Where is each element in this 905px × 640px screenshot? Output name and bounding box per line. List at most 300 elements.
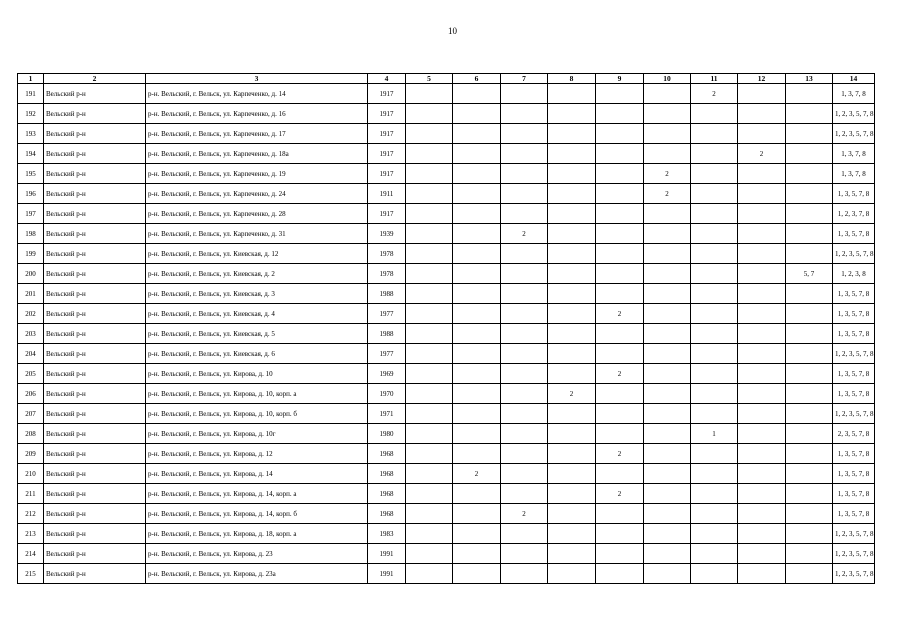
col-7-cell <box>501 404 548 424</box>
address-cell: р-н. Вельский, г. Вельск, ул. Киевская, д. 3 <box>146 284 368 304</box>
col-12-cell <box>738 204 786 224</box>
table-row <box>18 564 875 584</box>
col-5-cell <box>406 484 453 504</box>
col-8-cell <box>548 364 596 384</box>
table-row <box>18 344 875 364</box>
col-9-cell <box>596 284 644 304</box>
col-10-cell <box>644 404 691 424</box>
col-8-cell <box>548 184 596 204</box>
district-cell: Вельский р-н <box>44 104 146 124</box>
address-cell: р-н. Вельский, г. Вельск, ул. Карпеченко, д. 16 <box>146 104 368 124</box>
col-6-cell <box>453 244 501 264</box>
col-11-cell <box>691 224 738 244</box>
col-6-cell <box>453 504 501 524</box>
col-10-cell: 2 <box>644 164 691 184</box>
col-5-cell <box>406 404 453 424</box>
col-5-cell <box>406 324 453 344</box>
column-header-1: 1 <box>18 74 44 84</box>
col-11-cell <box>691 504 738 524</box>
col-14-cell: 1, 3, 7, 8 <box>833 144 875 164</box>
table-row <box>18 464 875 484</box>
row-number: 209 <box>18 444 44 464</box>
col-7-cell <box>501 184 548 204</box>
col-14-cell: 1, 3, 5, 7, 8 <box>833 464 875 484</box>
address-cell: р-н. Вельский, г. Вельск, ул. Киевская, д. 12 <box>146 244 368 264</box>
district-cell: Вельский р-н <box>44 484 146 504</box>
col-6-cell <box>453 304 501 324</box>
col-9-cell <box>596 344 644 364</box>
col-6-cell <box>453 164 501 184</box>
col-8-cell <box>548 564 596 584</box>
col-9-cell <box>596 504 644 524</box>
table-row <box>18 384 875 404</box>
col-14-cell: 1, 3, 7, 8 <box>833 84 875 104</box>
col-5-cell <box>406 284 453 304</box>
col-8-cell <box>548 544 596 564</box>
address-cell: р-н. Вельский, г. Вельск, ул. Карпеченко, д. 18а <box>146 144 368 164</box>
col-10-cell <box>644 364 691 384</box>
col-7-cell <box>501 424 548 444</box>
address-cell: р-н. Вельский, г. Вельск, ул. Кирова, д. 23 <box>146 544 368 564</box>
address-cell: р-н. Вельский, г. Вельск, ул. Кирова, д. 10, корп. а <box>146 384 368 404</box>
col-13-cell <box>786 544 833 564</box>
col-14-cell: 1, 2, 3, 8 <box>833 264 875 284</box>
col-7-cell <box>501 304 548 324</box>
col-11-cell <box>691 304 738 324</box>
col-14-cell: 1, 2, 3, 5, 7, 8 <box>833 344 875 364</box>
district-cell: Вельский р-н <box>44 524 146 544</box>
col-12-cell <box>738 384 786 404</box>
col-6-cell <box>453 424 501 444</box>
col-13-cell <box>786 104 833 124</box>
col-5-cell <box>406 524 453 544</box>
address-cell: р-н. Вельский, г. Вельск, ул. Кирова, д. 23а <box>146 564 368 584</box>
col-13-cell <box>786 444 833 464</box>
col-14-cell: 1, 3, 5, 7, 8 <box>833 504 875 524</box>
column-header-14: 14 <box>833 74 875 84</box>
col-10-cell <box>644 104 691 124</box>
col-8-cell <box>548 424 596 444</box>
col-7-cell <box>501 244 548 264</box>
col-11-cell <box>691 364 738 384</box>
row-number: 204 <box>18 344 44 364</box>
col-12-cell <box>738 424 786 444</box>
col-8-cell <box>548 204 596 224</box>
col-5-cell <box>406 104 453 124</box>
col-13-cell <box>786 304 833 324</box>
col-6-cell <box>453 524 501 544</box>
col-13-cell <box>786 344 833 364</box>
col-12-cell <box>738 484 786 504</box>
address-cell: р-н. Вельский, г. Вельск, ул. Карпеченко, д. 19 <box>146 164 368 184</box>
col-5-cell <box>406 464 453 484</box>
col-7-cell: 2 <box>501 504 548 524</box>
col-13-cell <box>786 164 833 184</box>
col-13-cell <box>786 404 833 424</box>
col-7-cell <box>501 124 548 144</box>
col-12-cell <box>738 324 786 344</box>
col-14-cell: 1, 2, 3, 5, 7, 8 <box>833 104 875 124</box>
year-cell: 1983 <box>368 524 406 544</box>
year-cell: 1978 <box>368 264 406 284</box>
row-number: 214 <box>18 544 44 564</box>
col-5-cell <box>406 304 453 324</box>
column-header-6: 6 <box>453 74 501 84</box>
table-row <box>18 84 875 104</box>
col-10-cell <box>644 464 691 484</box>
col-9-cell <box>596 164 644 184</box>
col-7-cell <box>501 484 548 504</box>
address-cell: р-н. Вельский, г. Вельск, ул. Кирова, д. 10, корп. б <box>146 404 368 424</box>
col-5-cell <box>406 444 453 464</box>
col-12-cell <box>738 364 786 384</box>
col-8-cell <box>548 524 596 544</box>
col-9-cell <box>596 544 644 564</box>
col-6-cell <box>453 84 501 104</box>
col-11-cell <box>691 324 738 344</box>
col-9-cell <box>596 124 644 144</box>
table-row <box>18 204 875 224</box>
col-10-cell <box>644 504 691 524</box>
register-table <box>17 73 875 584</box>
col-8-cell <box>548 84 596 104</box>
table-row <box>18 224 875 244</box>
col-10-cell <box>644 384 691 404</box>
col-10-cell <box>644 84 691 104</box>
district-cell: Вельский р-н <box>44 124 146 144</box>
col-8-cell <box>548 244 596 264</box>
col-13-cell <box>786 484 833 504</box>
col-8-cell <box>548 104 596 124</box>
col-6-cell <box>453 444 501 464</box>
year-cell: 1939 <box>368 224 406 244</box>
row-number: 198 <box>18 224 44 244</box>
row-number: 197 <box>18 204 44 224</box>
district-cell: Вельский р-н <box>44 284 146 304</box>
row-number: 210 <box>18 464 44 484</box>
col-12-cell <box>738 304 786 324</box>
col-14-cell: 1, 3, 5, 7, 8 <box>833 324 875 344</box>
col-13-cell <box>786 364 833 384</box>
col-11-cell <box>691 544 738 564</box>
col-8-cell <box>548 444 596 464</box>
year-cell: 1971 <box>368 404 406 424</box>
col-11-cell <box>691 484 738 504</box>
col-5-cell <box>406 244 453 264</box>
district-cell: Вельский р-н <box>44 404 146 424</box>
district-cell: Вельский р-н <box>44 364 146 384</box>
col-9-cell <box>596 104 644 124</box>
col-12-cell <box>738 404 786 424</box>
district-cell: Вельский р-н <box>44 224 146 244</box>
col-13-cell <box>786 144 833 164</box>
row-number: 194 <box>18 144 44 164</box>
col-11-cell: 2 <box>691 84 738 104</box>
col-14-cell: 1, 2, 3, 5, 7, 8 <box>833 404 875 424</box>
col-5-cell <box>406 424 453 444</box>
year-cell: 1911 <box>368 184 406 204</box>
col-11-cell <box>691 164 738 184</box>
year-cell: 1917 <box>368 104 406 124</box>
table-row <box>18 364 875 384</box>
table-row <box>18 324 875 344</box>
col-12-cell <box>738 124 786 144</box>
col-10-cell: 2 <box>644 184 691 204</box>
table-row <box>18 404 875 424</box>
col-13-cell <box>786 464 833 484</box>
row-number: 201 <box>18 284 44 304</box>
col-9-cell <box>596 564 644 584</box>
col-11-cell <box>691 564 738 584</box>
col-11-cell <box>691 524 738 544</box>
col-12-cell <box>738 164 786 184</box>
address-cell: р-н. Вельский, г. Вельск, ул. Кирова, д. 14, корп. б <box>146 504 368 524</box>
col-9-cell <box>596 244 644 264</box>
table-row <box>18 164 875 184</box>
year-cell: 1917 <box>368 204 406 224</box>
col-7-cell <box>501 204 548 224</box>
col-7-cell <box>501 284 548 304</box>
col-12-cell <box>738 184 786 204</box>
district-cell: Вельский р-н <box>44 84 146 104</box>
col-9-cell <box>596 204 644 224</box>
address-cell: р-н. Вельский, г. Вельск, ул. Кирова, д. 14 <box>146 464 368 484</box>
table-row <box>18 184 875 204</box>
col-8-cell <box>548 464 596 484</box>
col-7-cell <box>501 444 548 464</box>
col-6-cell: 2 <box>453 464 501 484</box>
col-6-cell <box>453 284 501 304</box>
col-7-cell: 2 <box>501 224 548 244</box>
col-10-cell <box>644 264 691 284</box>
col-8-cell <box>548 484 596 504</box>
col-8-cell <box>548 224 596 244</box>
row-number: 212 <box>18 504 44 524</box>
column-header-4: 4 <box>368 74 406 84</box>
year-cell: 1917 <box>368 144 406 164</box>
col-12-cell <box>738 504 786 524</box>
district-cell: Вельский р-н <box>44 304 146 324</box>
table-row <box>18 284 875 304</box>
col-12-cell <box>738 84 786 104</box>
col-5-cell <box>406 264 453 284</box>
row-number: 213 <box>18 524 44 544</box>
col-5-cell <box>406 364 453 384</box>
col-9-cell <box>596 264 644 284</box>
address-cell: р-н. Вельский, г. Вельск, ул. Киевская, д. 2 <box>146 264 368 284</box>
col-9-cell <box>596 324 644 344</box>
address-cell: р-н. Вельский, г. Вельск, ул. Карпеченко, д. 24 <box>146 184 368 204</box>
year-cell: 1917 <box>368 124 406 144</box>
year-cell: 1980 <box>368 424 406 444</box>
col-13-cell: 5, 7 <box>786 264 833 284</box>
col-8-cell <box>548 144 596 164</box>
column-header-10: 10 <box>644 74 691 84</box>
address-cell: р-н. Вельский, г. Вельск, ул. Карпеченко, д. 14 <box>146 84 368 104</box>
col-14-cell: 1, 3, 5, 7, 8 <box>833 284 875 304</box>
col-14-cell: 1, 2, 3, 5, 7, 8 <box>833 564 875 584</box>
district-cell: Вельский р-н <box>44 144 146 164</box>
col-10-cell <box>644 244 691 264</box>
col-10-cell <box>644 524 691 544</box>
col-12-cell <box>738 284 786 304</box>
address-cell: р-н. Вельский, г. Вельск, ул. Кирова, д. 18, корп. а <box>146 524 368 544</box>
col-12-cell: 2 <box>738 144 786 164</box>
row-number: 207 <box>18 404 44 424</box>
col-12-cell <box>738 344 786 364</box>
row-number: 199 <box>18 244 44 264</box>
col-12-cell <box>738 264 786 284</box>
col-5-cell <box>406 84 453 104</box>
column-header-2: 2 <box>44 74 146 84</box>
col-10-cell <box>644 284 691 304</box>
year-cell: 1991 <box>368 564 406 584</box>
col-6-cell <box>453 364 501 384</box>
col-12-cell <box>738 444 786 464</box>
col-13-cell <box>786 84 833 104</box>
col-9-cell: 2 <box>596 304 644 324</box>
col-9-cell <box>596 84 644 104</box>
year-cell: 1968 <box>368 444 406 464</box>
col-12-cell <box>738 524 786 544</box>
col-14-cell: 1, 3, 5, 7, 8 <box>833 304 875 324</box>
year-cell: 1968 <box>368 464 406 484</box>
column-header-11: 11 <box>691 74 738 84</box>
col-5-cell <box>406 144 453 164</box>
address-cell: р-н. Вельский, г. Вельск, ул. Киевская, д. 6 <box>146 344 368 364</box>
col-7-cell <box>501 364 548 384</box>
col-13-cell <box>786 284 833 304</box>
year-cell: 1968 <box>368 504 406 524</box>
district-cell: Вельский р-н <box>44 244 146 264</box>
header-row <box>18 74 875 84</box>
col-7-cell <box>501 524 548 544</box>
year-cell: 1977 <box>368 304 406 324</box>
district-cell: Вельский р-н <box>44 204 146 224</box>
col-12-cell <box>738 564 786 584</box>
table-row <box>18 264 875 284</box>
address-cell: р-н. Вельский, г. Вельск, ул. Киевская, д. 4 <box>146 304 368 324</box>
column-header-12: 12 <box>738 74 786 84</box>
col-13-cell <box>786 184 833 204</box>
col-14-cell: 1, 3, 5, 7, 8 <box>833 384 875 404</box>
district-cell: Вельский р-н <box>44 184 146 204</box>
col-13-cell <box>786 324 833 344</box>
col-7-cell <box>501 144 548 164</box>
col-14-cell: 1, 3, 5, 7, 8 <box>833 184 875 204</box>
col-9-cell <box>596 464 644 484</box>
col-7-cell <box>501 264 548 284</box>
col-10-cell <box>644 224 691 244</box>
year-cell: 1969 <box>368 364 406 384</box>
col-9-cell <box>596 524 644 544</box>
row-number: 206 <box>18 384 44 404</box>
col-11-cell <box>691 204 738 224</box>
table-row <box>18 244 875 264</box>
col-14-cell: 1, 3, 5, 7, 8 <box>833 444 875 464</box>
col-7-cell <box>501 544 548 564</box>
row-number: 200 <box>18 264 44 284</box>
col-8-cell <box>548 304 596 324</box>
address-cell: р-н. Вельский, г. Вельск, ул. Карпеченко, д. 28 <box>146 204 368 224</box>
col-10-cell <box>644 204 691 224</box>
district-cell: Вельский р-н <box>44 464 146 484</box>
col-7-cell <box>501 84 548 104</box>
col-11-cell <box>691 244 738 264</box>
col-7-cell <box>501 564 548 584</box>
row-number: 203 <box>18 324 44 344</box>
col-6-cell <box>453 204 501 224</box>
row-number: 215 <box>18 564 44 584</box>
col-7-cell <box>501 384 548 404</box>
col-13-cell <box>786 524 833 544</box>
col-5-cell <box>406 204 453 224</box>
col-11-cell <box>691 264 738 284</box>
col-10-cell <box>644 324 691 344</box>
col-13-cell <box>786 564 833 584</box>
col-12-cell <box>738 244 786 264</box>
col-14-cell: 1, 2, 3, 5, 7, 8 <box>833 244 875 264</box>
col-7-cell <box>501 104 548 124</box>
col-10-cell <box>644 444 691 464</box>
year-cell: 1991 <box>368 544 406 564</box>
col-6-cell <box>453 344 501 364</box>
col-9-cell <box>596 404 644 424</box>
col-6-cell <box>453 384 501 404</box>
district-cell: Вельский р-н <box>44 344 146 364</box>
column-header-3: 3 <box>146 74 368 84</box>
col-6-cell <box>453 224 501 244</box>
col-5-cell <box>406 184 453 204</box>
year-cell: 1917 <box>368 164 406 184</box>
col-10-cell <box>644 124 691 144</box>
col-5-cell <box>406 124 453 144</box>
table-body <box>18 84 875 584</box>
col-5-cell <box>406 544 453 564</box>
col-14-cell: 1, 3, 5, 7, 8 <box>833 484 875 504</box>
col-11-cell <box>691 444 738 464</box>
district-cell: Вельский р-н <box>44 504 146 524</box>
table-row <box>18 504 875 524</box>
col-8-cell <box>548 324 596 344</box>
address-cell: р-н. Вельский, г. Вельск, ул. Карпеченко, д. 31 <box>146 224 368 244</box>
column-header-7: 7 <box>501 74 548 84</box>
col-11-cell <box>691 464 738 484</box>
col-5-cell <box>406 164 453 184</box>
year-cell: 1968 <box>368 484 406 504</box>
col-11-cell <box>691 104 738 124</box>
table-row <box>18 304 875 324</box>
col-13-cell <box>786 504 833 524</box>
table-row <box>18 484 875 504</box>
table-row <box>18 524 875 544</box>
col-6-cell <box>453 104 501 124</box>
table-row <box>18 544 875 564</box>
col-6-cell <box>453 484 501 504</box>
row-number: 196 <box>18 184 44 204</box>
col-8-cell <box>548 164 596 184</box>
col-9-cell: 2 <box>596 484 644 504</box>
col-6-cell <box>453 264 501 284</box>
col-11-cell <box>691 344 738 364</box>
col-14-cell: 1, 2, 3, 5, 7, 8 <box>833 124 875 144</box>
col-5-cell <box>406 384 453 404</box>
table-row <box>18 144 875 164</box>
col-7-cell <box>501 464 548 484</box>
col-11-cell <box>691 404 738 424</box>
col-14-cell: 1, 2, 3, 5, 7, 8 <box>833 544 875 564</box>
district-cell: Вельский р-н <box>44 324 146 344</box>
